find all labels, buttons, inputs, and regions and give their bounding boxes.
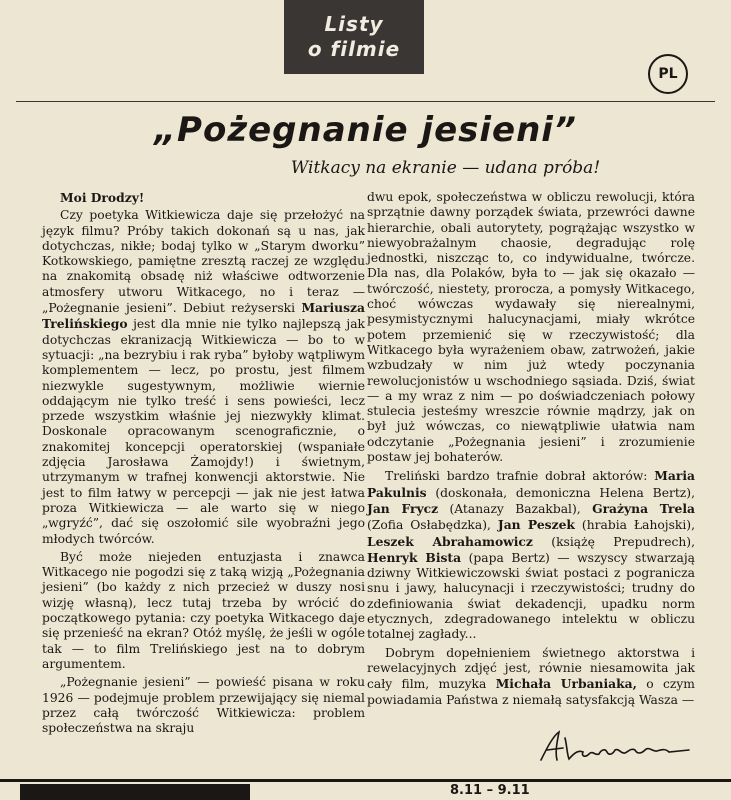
pl-badge: PL [648,54,688,94]
role-3: (Zofia Osłabędzka), [367,518,491,533]
bottom-divider [0,779,731,782]
actor-2: Jan Frycz [367,500,439,516]
next-page-strip [0,784,731,800]
paragraph-6-b: o czym powiadamia Państwa z niemałą satysfakcją Wasza — [367,677,695,707]
section-header-line1: Listy [324,12,384,36]
paragraph-1-b: jest dla mnie nie tylko najlepszą jak dotychczas ekranizacją Witkiewicza — bo to w sytuacji: „na bezrybiu i rak ryba” byłoby wątpliwym komplementem — lecz, po prostu, jest filmem niezwykle sugestywnym, możliwie wiernie oddającym nie tylko treść i sens powieści, lecz przede wszystkim właśnie jej niezwykły klimat. Doskonale opracowanym scenograficznie, o znakomitej koncepcji operatorskiej (wspaniałe zdjęcia Jarosława Żamojdy!) i świetnym, utrzymanym w trafnej konwencji aktorstwie. Nie jest to film łatwy w percepcji — jak nie jest łatwa proza Witkiewicza — ale warto się w niego „wgryźć”, dać się oszołomić sile wyobraźni jego młodych twórców. [42,317,365,546]
paragraph-6-a: Dobrym dopełnieniem świetnego aktorstwa i rewelacyjnych zdjęć jest, równie niesamowita jak cały film, muzyka [367,645,695,692]
role-6: (papa Bertz) — wszyscy stwarzają dziwny Witkiewiczowski świat postaci z pogranicza snu i jawy, halucynacji i rzeczywistości; trudny do zdefiniowania świat dekadencji, upadku norm etycznych, zdegradowanego intelektu w obliczu totalnej zagłady... [367,550,695,642]
role-2: (Atanazy Bazakbal), [449,501,581,516]
section-header-box [284,0,424,74]
cast-intro: Treliński bardzo trafnie dobrał aktorów: [385,469,648,484]
actor-1: Maria Pakulnis [367,468,695,500]
next-headline-block [20,784,250,800]
article-subtitle: Witkacy na ekranie — udana próba! [290,158,601,178]
greeting-paragraph [42,190,365,205]
actor-6: Henryk Bista [367,549,462,565]
role-5: (książę Prepudrech), [551,534,695,549]
paragraph-3: „Pożegnanie jesieni” — powieść pisana w roku 1926 — podejmuje problem przewijający się niemal przez całą twórczość Witkiewicza: problem społeczeństwa na skraju [42,675,365,736]
paragraph-1 [42,208,365,547]
greeting: Moi Drodzy! [60,190,145,205]
director-name: Mariusza Trelińskiego [42,300,365,332]
paragraph-1-a: Czy poetyka Witkiewicza daje się przełożyć na język filmu? Próby takich dokonań są u nas, jak dotychczas, nikłe; bodaj tylko w „Starym dworku” Kotkowskiego, pamiętne zresztą raczej ze względu na znakomitą obsadę niż właściwe odtworzenie atmosfery utworu Witkacego, no i teraz — „Pożegnanie jesieni”. Debiut reżyserski [42,208,365,316]
left-column [42,190,365,736]
composer-name: Michała Urbaniaka, [495,676,637,692]
actor-5: Leszek Abrahamowicz [367,533,533,549]
actor-4: Jan Peszek [497,517,575,533]
handwritten-signature [535,726,695,766]
actor-3: Grażyna Trela [592,500,695,516]
role-4: (hrabia Łahojski), [581,518,695,533]
article-title: „Pożegnanie jesieni” [154,110,577,150]
right-column [367,190,695,708]
paragraph-4: dwu epok, społeczeństwa w obliczu rewolucji, która sprzątnie dawny porządek świata, przewróci dawne hierarchie, obali autorytety, pogrążając wszystko w niewyobrażalnym chaosie, degradując rolę jednostki, niszcząc to, co indywidualne, twórcze. Dla nas, dla Polaków, była to — jak się okazało — twórczość, niestety, proroczа, a pomysły Witkacego, choć wówczas wydawały się nierealnymi, pesymistycznymi halucynacjami, miały wkrótce potem przemienić się w rzeczywistość; dla Witkacego była wyrażeniem obaw, zatrwożeń, jakie wzbudzały w nim już wtedy poczynania rewolucjonistów u wschodniego sąsiada. Dziś, świat — a my wraz z nim — po doświadczeniach połowy stulecia jesteśmy wreszcie równie mądrzy, jak on był już wówczas, co niewątpliwie ułatwia nam odczytanie „Pożegnania jesieni” i zrozumienie postaw jej bohaterów. [367,190,695,465]
section-header-line2: o filmie [307,37,401,61]
paragraph-6 [367,646,695,708]
paragraph-5 [367,468,695,642]
paragraph-2: Być może niejeden entuzjasta i znawca Witkacego nie pogodzi się z taką wizją „Pożegnania jesieni” (bo każdy z nich przecież w duszy nosi wizję własną), lecz tutaj trzeba by wrócić do początkowego pytania: czy poetyka Witkacego daje się przenieść na ekran? Otóż myślę, że jeśli w ogóle tak — to film Trelińskiego jest na to dobrym argumentem. [42,549,365,671]
top-divider [16,101,715,102]
page-date: 8.11 – 9.11 [450,784,530,798]
role-1: (doskonała, demoniczna Helena Bertz), [435,485,695,500]
